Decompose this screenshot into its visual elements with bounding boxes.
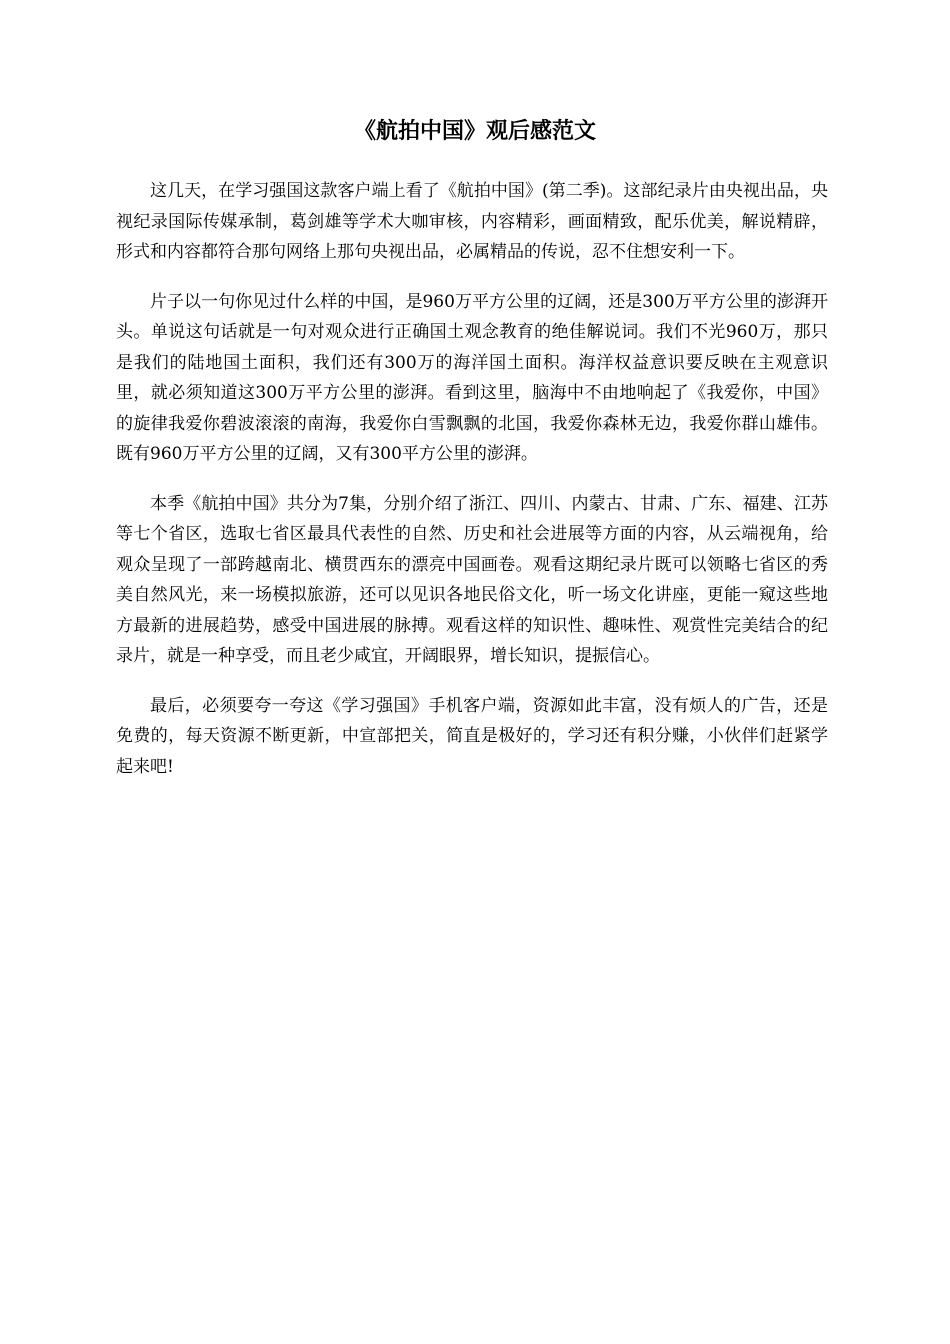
paragraph-3: 本季《航拍中国》共分为7集，分别介绍了浙江、四川、内蒙古、甘肃、广东、福建、江苏等七个省区，选取七省区最具代表性的自然、历史和社会进展等方面的内容，从云端视角，给观众呈现了一部跨越南北、横贯西东的漂亮中国画卷。观看这期纪录片既可以领略七省区的秀美自然风光，来一场模拟旅游，还可以见识各地民俗文化，听一场文化讲座，更能一窥这些地方最新的进展趋势，感受中国进展的脉搏。观看这样的知识性、趣味性、观赏性完美结合的纪录片，就是一种享受，而且老少咸宜，开阔眼界，增长知识，提振信心。 [116, 493, 828, 666]
document-title: 《航拍中国》观后感范文 [353, 119, 596, 144]
paragraph-2: 片子以一句你见过什么样的中国，是960万平方公里的辽阔，还是300万平方公里的澎湃开头。单说这句话就是一句对观众进行正确国土观念教育的绝佳解说词。我们不光960万，那只是我们的陆地国土面积，我们还有300万的海洋国土面积。海洋权益意识要反映在主观意识里，就必须知道这300万平方公里的澎湃。看到这里，脑海中不由地响起了《我爱你，中国》的旋律我爱你碧波滚滚的南海，我爱你白雪飘飘的北国，我爱你森林无边，我爱你群山雄伟。既有960万平方公里的辽阔，又有300平方公里的澎湃。 [116, 291, 828, 464]
paragraph-1: 这几天，在学习强国这款客户端上看了《航拍中国》(第二季)。这部纪录片由央视出品，央视纪录国际传媒承制，葛剑雄等学术大咖审核，内容精彩，画面精致，配乐优美，解说精辟，形式和内容都符合那句网络上那句央视出品，必属精品的传说，忍不住想安利一下。 [116, 181, 828, 262]
document-body [116, 176, 828, 801]
paragraph-4: 最后，必须要夸一夸这《学习强国》手机客户端，资源如此丰富，没有烦人的广告，还是免费的，每天资源不断更新，中宣部把关，简直是极好的，学习还有积分赚，小伙伴们赶紧学起来吧! [116, 695, 828, 777]
